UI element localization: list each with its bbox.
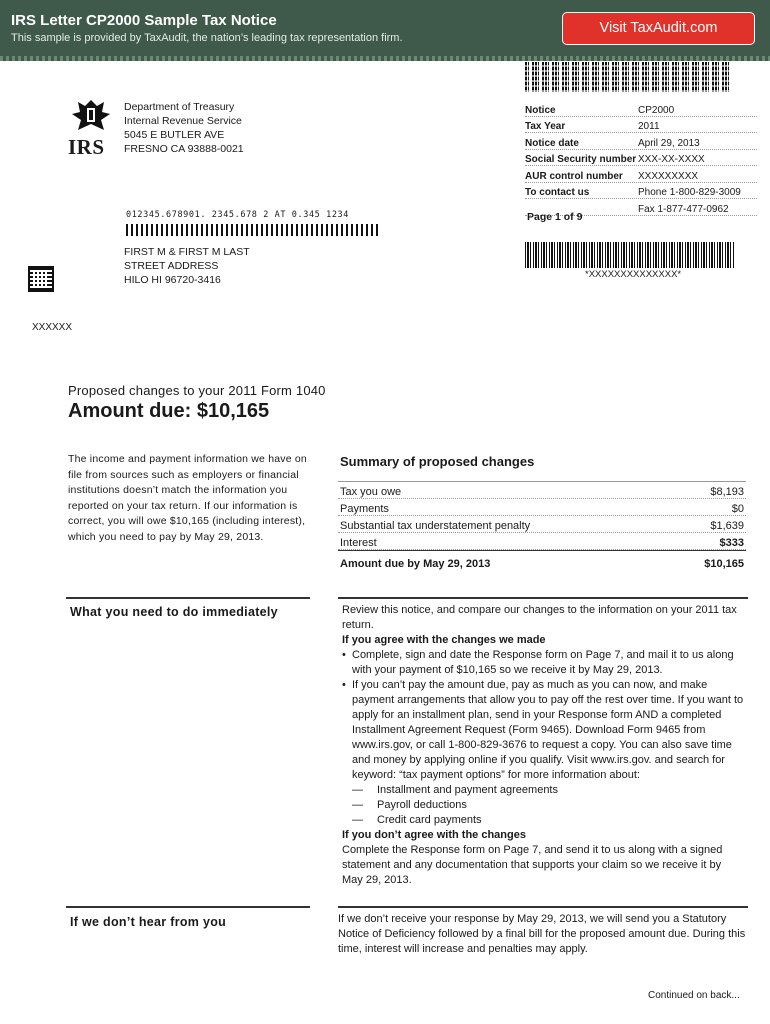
- sender-line: Internal Revenue Service: [124, 115, 242, 127]
- summary-total-label: Amount due by May 29, 2013: [340, 558, 491, 570]
- todo-intro: Review this notice, and compare our changes to the information on your 2011 tax return.: [342, 604, 737, 631]
- option-text: Payroll deductions: [377, 799, 467, 811]
- recipient-line: FIRST M & FIRST M LAST: [124, 246, 250, 258]
- info-label: To contact us: [525, 187, 590, 198]
- banner-stripe: [0, 56, 770, 61]
- summary-row-payments: [338, 499, 746, 516]
- todo-heading: What you need to do immediately: [70, 605, 278, 619]
- info-value: XXX-XX-XXXX: [638, 154, 705, 165]
- info-row-notice: [525, 100, 757, 117]
- summary-row-tax: [338, 482, 746, 499]
- visit-taxaudit-button[interactable]: Visit TaxAudit.com: [562, 12, 755, 45]
- summary-value: $1,639: [710, 520, 744, 532]
- section-rule-hear-right: [338, 906, 748, 908]
- linear-barcode: [525, 242, 735, 268]
- disagree-text: Complete the Response form on Page 7, and send it to us along with a signed statement and any documentation that supports your claim so we receive it by May 29, 2013.: [342, 844, 723, 886]
- info-label: AUR control number: [525, 170, 623, 182]
- info-value: Fax 1-877-477-0962: [638, 203, 729, 215]
- proposed-changes-text: Proposed changes to your 2011 Form 1040: [68, 383, 326, 398]
- barcode-caption: *XXXXXXXXXXXXXX*: [585, 269, 682, 280]
- summary-value: $0: [731, 503, 744, 515]
- dash-mark: —: [352, 784, 363, 796]
- todo-content: [342, 603, 744, 888]
- irs-logo-text: IRS: [68, 135, 105, 159]
- recipient-address: [124, 245, 250, 287]
- sender-address: [124, 100, 244, 156]
- option-item: [342, 813, 744, 828]
- option-item: [342, 798, 744, 813]
- qr-code: [28, 266, 54, 292]
- info-row-notice-date: [525, 133, 757, 150]
- summary-label: Substantial tax understatement penalty: [340, 520, 531, 532]
- agree-bullet-2: • If you can’t pay the amount due, pay as much as you can now, and make payment arrangements that allow you to pay off the rest over time. If you want to apply for an installment plan, send in your Response form AND a completed Installment Agreement Request (Form 9465). Download Form 9465 from www.irs.gov, or call 1-800-829-3676 to request a copy. You can also save time and money by applying online if you qualify. Visit www.irs.gov. and search for keyword: “tax payment options” for more information about:: [342, 678, 744, 783]
- info-value: Phone 1-800-829-3009: [638, 187, 741, 198]
- hear-text: If we don’t receive your response by May 29, 2013, we will send you a Statutory Notice of Deficiency followed by a final bill for the proposed amount due. During this time, interest will increase and penalties may apply.: [338, 913, 746, 955]
- section-rule-todo: [66, 597, 310, 599]
- banner-subtitle: This sample is provided by TaxAudit, the nation’s leading tax representation firm.: [11, 32, 403, 44]
- info-row-ssn: [525, 150, 757, 167]
- summary-of-changes: [338, 454, 746, 570]
- summary-row-penalty: [338, 516, 746, 533]
- agree-bullet-1: • Complete, sign and date the Response form on Page 7, and mail it to us along with your payment of $10,165 so we receive it by May 29, 2013.: [342, 648, 744, 678]
- postal-barcode: [126, 224, 378, 236]
- info-value: XXXXXXXXX: [638, 170, 699, 182]
- info-label: Notice date: [525, 137, 579, 149]
- disagree-heading: If you don’t agree with the changes: [342, 829, 526, 841]
- summary-label: Interest: [340, 537, 377, 549]
- irs-logo: [68, 96, 114, 159]
- continued-text: Continued on back...: [648, 990, 740, 1001]
- option-text: Installment and payment agreements: [377, 784, 558, 796]
- info-value: CP2000: [638, 104, 675, 116]
- info-value: 2011: [638, 121, 660, 132]
- summary-total-value: $10,165: [704, 558, 744, 570]
- irs-eagle-icon: [68, 96, 114, 134]
- dash-mark: —: [352, 799, 363, 811]
- info-label: Social Security number: [525, 154, 637, 165]
- info-row-contact: [525, 183, 757, 200]
- sender-line: 5045 E BUTLER AVE: [124, 129, 225, 141]
- dash-mark: —: [352, 814, 363, 826]
- postal-code-text: 012345.678901. 2345.678 2 AT 0.345 1234: [126, 210, 349, 220]
- hear-heading: If we don’t hear from you: [70, 915, 227, 929]
- info-label: Notice: [525, 104, 556, 116]
- section-rule-todo-right: [338, 597, 748, 599]
- summary-row-interest: [338, 533, 746, 550]
- summary-title: Summary of proposed changes: [340, 454, 535, 469]
- amount-due-heading: Amount due: $10,165: [68, 400, 270, 422]
- page-label: Page 1 of 9: [527, 211, 583, 223]
- info-value: April 29, 2013: [638, 137, 700, 149]
- code-xxxxxx: XXXXXX: [32, 322, 73, 333]
- option-text: Credit card payments: [377, 814, 482, 826]
- summary-label: Payments: [340, 503, 389, 515]
- summary-value: $333: [719, 537, 744, 549]
- info-row-tax-year: [525, 117, 757, 134]
- notice-info-table: [525, 100, 757, 216]
- section-rule-hear: [66, 906, 310, 908]
- banner-title: IRS Letter CP2000 Sample Tax Notice: [11, 12, 277, 29]
- option-item: [342, 783, 744, 798]
- info-row-aur: [525, 166, 757, 183]
- top-2d-barcode: [525, 62, 730, 92]
- summary-label: Tax you owe: [340, 486, 402, 498]
- intro-paragraph: The income and payment information we have on file from sources such as employers or financial institutions doesn’t match the information you reported on your tax return. If our information is correct, you will owe $10,165 (including interest), which you need to pay by May 29, 2013.: [68, 453, 307, 543]
- summary-row-total: [338, 550, 746, 570]
- summary-table: [338, 481, 746, 570]
- summary-value: $8,193: [710, 486, 744, 498]
- recipient-line: STREET ADDRESS: [124, 260, 219, 272]
- info-label: Tax Year: [525, 121, 566, 132]
- recipient-line: HILO HI 96720-3416: [124, 274, 221, 286]
- agree-heading: If you agree with the changes we made: [342, 634, 546, 646]
- sender-line: Department of Treasury: [124, 101, 235, 113]
- sender-line: FRESNO CA 93888-0021: [124, 143, 244, 155]
